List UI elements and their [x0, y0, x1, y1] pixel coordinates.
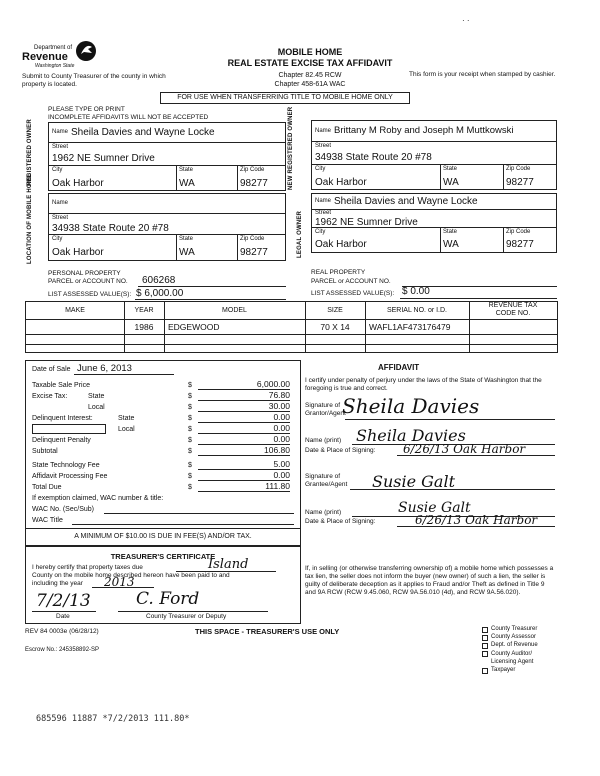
copy-checkbox[interactable] [482, 635, 488, 641]
sig-grantor-label1: Signature of [305, 402, 341, 409]
ro-zip: 98277 [240, 178, 268, 189]
escrow-number: Escrow No.: 245358892-SP [25, 647, 100, 653]
no-city-label: City [315, 166, 326, 172]
copy-county-treasurer: County Treasurer [491, 626, 538, 632]
delinquent-penalty: 0.00 [273, 434, 290, 444]
legal-owner-label: LEGAL OWNER [297, 210, 303, 258]
form-title-2: REAL ESTATE EXCISE TAX AFFIDAVIT [227, 58, 393, 68]
loc-state-label: State [179, 236, 194, 242]
excise-state-label: State [88, 393, 105, 400]
chapter-rcw: Chapter 82.45 RCW [278, 72, 342, 79]
delinquent-penalty-label: Delinquent Penalty [32, 437, 91, 444]
vehicle-table [25, 301, 558, 353]
ro-zip-label: Zip Code [240, 167, 265, 173]
legal-owner-box [311, 193, 557, 253]
exemption-note: If exemption claimed, WAC number & title: [32, 495, 164, 502]
td-size: 70 X 14 [320, 322, 350, 332]
grantor-name-label: Name (print) [305, 437, 342, 444]
th-model: MODEL [222, 307, 247, 314]
excise-local: 30.00 [268, 401, 290, 411]
copy-county-auditor: County Auditor/ Licensing Agent [491, 651, 534, 665]
location-box [48, 193, 286, 261]
tax-section [25, 360, 301, 546]
treasurer-year: 2013 [104, 575, 135, 589]
rp-label1: REAL PROPERTY [311, 269, 366, 276]
grantor-date-place: 6/26/13 Oak Harbor [403, 442, 526, 456]
copy-checkbox[interactable] [482, 627, 488, 633]
rp-assessed-label: LIST ASSESSED VALUE(S): [311, 290, 395, 297]
lien-warning: If, in selling (or otherwise transferring ownership of) a mobile home which possesses a tax lien, the seller does not inform the buyer (new owner) of such a lien, the seller is guilty of deliberate deception as it applies to Fraud and/or Theft as defined in Title 9 and 9A RCW (RCW 9.45.060, RCW 9A.56.010 (4d), and RCW 9A.56.020). [305, 565, 554, 596]
processing-fee-label: Affidavit Processing Fee [32, 473, 108, 480]
loc-zip: 98277 [240, 247, 268, 258]
treasurer-use-label: THIS SPACE - TREASURER'S USE ONLY [195, 627, 340, 636]
treasurer-date: 7/2/13 [36, 591, 91, 611]
interest-state: 0.00 [273, 412, 290, 422]
lo-city: Oak Harbor [315, 239, 367, 250]
cashier-stamp: 685596 11887 *7/2/2013 111.80* [36, 714, 190, 724]
copy-dept-revenue: Dept. of Revenue [491, 642, 538, 648]
processing-fee: 0.00 [273, 470, 290, 480]
copy-checkbox[interactable] [482, 643, 488, 649]
pp-label2: PARCEL or ACCOUNT NO. [48, 278, 128, 285]
ro-name: Sheila Davies and Wayne Locke [71, 127, 215, 138]
subtotal: 106.80 [264, 445, 290, 455]
taxable-sale-price: 6,000.00 [256, 379, 290, 389]
treasurer-line3: including the year [32, 580, 83, 587]
dept-line1: Department of [34, 45, 73, 51]
treasurer-title: TREASURER'S CERTIFICATE [110, 552, 216, 561]
interest-local: 0.00 [273, 423, 290, 433]
grantor-date-label: Date & Place of Signing: [305, 447, 376, 454]
dept-line2: Revenue [22, 51, 68, 63]
rp-label2: PARCEL or ACCOUNT NO. [311, 278, 391, 285]
excise-local-label: Local [88, 404, 105, 411]
dollar-sign: $ [188, 393, 192, 400]
grantee-signature: Susie Galt [372, 472, 456, 491]
rev-number: REV 84 0003e (06/28/12) [25, 628, 99, 635]
dollar-sign: $ [188, 448, 192, 455]
ro-state: WA [179, 178, 195, 189]
technology-fee: 5.00 [273, 459, 290, 469]
lo-name: Sheila Davies and Wayne Locke [334, 196, 478, 207]
no-zip-label: Zip Code [506, 166, 531, 172]
treasurer-line1: I hereby certify that property taxes due [32, 564, 143, 571]
loc-state: WA [179, 247, 195, 258]
wac-title-label: WAC Title [32, 517, 63, 524]
print-note-2: INCOMPLETE AFFIDAVITS WILL NOT BE ACCEPTED [48, 114, 209, 121]
dollar-sign: $ [188, 404, 192, 411]
delinquent-interest-label: Delinquent Interest: [32, 415, 93, 422]
lo-state-label: State [443, 229, 458, 235]
grantee-name: Susie Galt [398, 500, 471, 516]
affidavit-title: AFFIDAVIT [378, 363, 420, 372]
registered-owner-label: REGISTERED OWNER [27, 119, 33, 186]
treasurer-county: Island [208, 557, 249, 572]
new-owner-box [311, 120, 557, 190]
form-title-1: MOBILE HOME [277, 47, 343, 57]
copy-taxpayer: Taxpayer [491, 667, 516, 673]
td-year: 1986 [134, 322, 154, 332]
technology-fee-label: State Technology Fee [32, 462, 100, 469]
submit-note: Submit to County Treasurer of the county in which property is located. [22, 73, 166, 88]
grantee-date-label: Date & Place of Signing: [305, 518, 376, 525]
sig-grantor-label2: Grantor/Agent [305, 410, 346, 417]
loc-street-label: Street [52, 215, 69, 221]
th-serial: SERIAL NO. or I.D. [386, 307, 448, 314]
excise-state: 76.80 [268, 390, 290, 400]
dollar-sign: $ [188, 462, 192, 469]
registered-owner-box [48, 122, 286, 191]
no-name-label: Name [315, 128, 332, 134]
date-of-sale-label: Date of Sale [32, 366, 71, 373]
receipt-note: This form is your receipt when stamped by cashier. [409, 71, 556, 78]
new-owner-label: NEW REGISTERED OWNER [288, 106, 294, 190]
affidavit-statement: I certify under penalty of perjury under the laws of the State of Washington that the foregoing is true and correct. [305, 377, 542, 392]
excise-tax-label: Excise Tax: [32, 393, 68, 400]
dollar-sign: $ [188, 484, 192, 491]
copy-checkbox[interactable] [482, 651, 488, 657]
loc-city: Oak Harbor [52, 247, 104, 258]
no-state: WA [443, 177, 459, 188]
no-street: 34938 State Route 20 #78 [315, 152, 432, 163]
date-of-sale: June 6, 2013 [77, 363, 132, 374]
td-serial: WAFL1AF473176479 [369, 322, 451, 332]
lo-city-label: City [315, 229, 326, 235]
pp-parcel: 606268 [142, 275, 176, 286]
rp-assessed: $ 0.00 [402, 286, 430, 297]
dollar-sign: $ [188, 426, 192, 433]
treasurer-signature: C. Ford [136, 589, 200, 609]
subtotal-label: Subtotal [32, 448, 58, 455]
print-note-1: PLEASE TYPE OR PRINT [48, 106, 125, 113]
dollar-sign: $ [188, 415, 192, 422]
total-due: 111.80 [265, 481, 290, 491]
ro-city: Oak Harbor [52, 178, 104, 189]
ro-street: 1962 NE Sumner Drive [52, 153, 155, 164]
interest-local-label: Local [118, 426, 135, 433]
lo-street: 1962 NE Sumner Drive [315, 217, 418, 228]
minimum-note: A MINIMUM OF $10.00 IS DUE IN FEE(S) AND/OR TAX. [74, 533, 252, 540]
lo-zip-label: Zip Code [506, 229, 531, 235]
treasurer-line2: County on the mobile home described hereon have been paid to and [32, 572, 230, 579]
treasurer-date-label: Date [56, 613, 70, 620]
sig-grantee-label2: Grantee/Agent [305, 481, 348, 488]
lo-street-label: Street [315, 210, 332, 216]
pp-assessed-label: LIST ASSESSED VALUE(S): [48, 291, 132, 298]
corner-marks: · · [462, 16, 470, 25]
lo-zip: 98277 [506, 239, 534, 250]
ro-city-label: City [52, 167, 63, 173]
location-label: LOCATION OF MOBILE HOME [27, 173, 33, 264]
dollar-sign: $ [188, 473, 192, 480]
grantor-name: Sheila Davies [356, 426, 466, 445]
ro-street-label: Street [52, 144, 69, 150]
td-model: EDGEWOOD [168, 322, 220, 332]
th-tax-code: REVENUE TAX CODE NO. [488, 302, 538, 317]
grantee-date-place: 6/26/13 Oak Harbor [415, 513, 538, 527]
dollar-sign: $ [188, 437, 192, 444]
wac-no-label: WAC No. (Sec/Sub) [32, 506, 94, 513]
sig-grantee-label1: Signature of [305, 473, 341, 480]
grantee-name-label: Name (print) [305, 509, 342, 516]
loc-street: 34938 State Route 20 #78 [52, 223, 169, 234]
pp-label1: PERSONAL PROPERTY [48, 270, 121, 277]
no-city: Oak Harbor [315, 177, 367, 188]
treasurer-certificate [25, 546, 301, 624]
th-make: MAKE [65, 307, 85, 314]
loc-city-label: City [52, 236, 63, 242]
grantor-signature: Sheila Davies [342, 394, 480, 418]
local-jurisdiction-box[interactable] [32, 424, 106, 434]
dept-line3: Washington State [35, 63, 75, 69]
copy-county-assessor: County Assessor [491, 634, 537, 640]
no-name: Brittany M Roby and Joseph M Muttkowski [334, 125, 514, 136]
no-street-label: Street [315, 143, 332, 149]
ro-name-label: Name [52, 129, 69, 135]
lo-name-label: Name [315, 198, 332, 204]
interest-state-label: State [118, 415, 135, 422]
loc-name-label: Name [52, 200, 69, 206]
use-banner: FOR USE WHEN TRANSFERRING TITLE TO MOBILE HOME ONLY [160, 92, 410, 104]
taxable-sale-price-label: Taxable Sale Price [32, 382, 90, 389]
loc-zip-label: Zip Code [240, 236, 265, 242]
treasurer-sig-label: County Treasurer or Deputy [146, 613, 227, 620]
th-size: SIZE [327, 307, 343, 314]
pp-assessed: $ 6,000.00 [136, 288, 184, 299]
dollar-sign: $ [188, 382, 192, 389]
copy-checkbox[interactable] [482, 668, 488, 674]
th-year: YEAR [134, 307, 154, 314]
no-state-label: State [443, 166, 458, 172]
no-zip: 98277 [506, 177, 534, 188]
chapter-wac: Chapter 458-61A WAC [274, 81, 346, 88]
lo-state: WA [443, 239, 459, 250]
total-due-label: Total Due [32, 484, 62, 491]
ro-state-label: State [179, 167, 194, 173]
